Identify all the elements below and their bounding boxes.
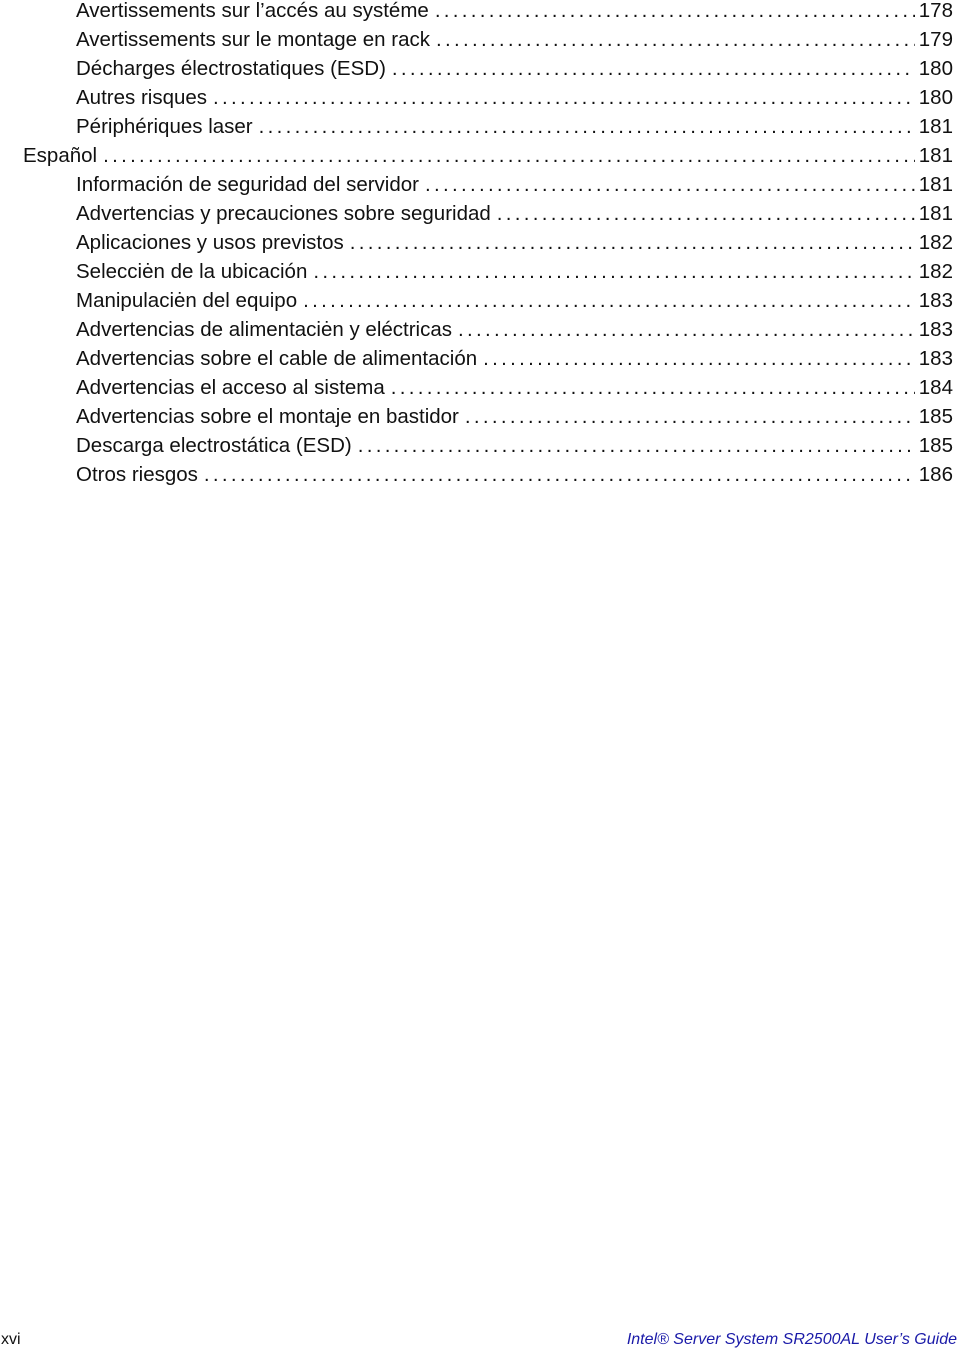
toc-entry-title: Autres risques — [76, 86, 208, 109]
dot-leader — [204, 460, 915, 489]
toc-section-entry[interactable] — [23, 141, 953, 170]
page-footer — [0, 1327, 959, 1353]
toc-entry-page: 184 — [918, 376, 953, 399]
toc-entry-title: Manipulaciėn del equipo — [76, 289, 298, 312]
footer-document-title: Intel® Server System SR2500AL User’s Guide — [626, 1331, 957, 1348]
dot-leader — [458, 315, 915, 344]
toc-entry-page: 178 — [918, 0, 953, 22]
toc-entry-title: Selecciėn de la ubicación — [76, 260, 308, 283]
toc-entry[interactable] — [76, 170, 953, 199]
toc-entry[interactable] — [76, 54, 953, 83]
toc-entry-page: 179 — [918, 28, 953, 51]
toc-entry[interactable] — [76, 373, 953, 402]
dot-leader — [303, 286, 915, 315]
toc-entry-title: Otros riesgos — [76, 463, 198, 486]
toc-entry-page: 181 — [918, 202, 953, 225]
dot-leader — [350, 228, 915, 257]
toc-entry-title: Descarga electrostática (ESD) — [76, 434, 352, 457]
toc-entry[interactable] — [76, 257, 953, 286]
toc-entry-page: 183 — [918, 318, 953, 341]
toc-entry-title: Advertencias y precauciones sobre seguridad — [76, 202, 491, 225]
dot-leader — [213, 83, 915, 112]
dot-leader — [425, 170, 915, 199]
toc-entry-page: 185 — [918, 405, 953, 428]
toc-entry[interactable] — [76, 460, 953, 489]
toc-entry[interactable] — [76, 286, 953, 315]
toc-entry-page: 181 — [918, 144, 953, 167]
toc-entry-page: 180 — [918, 57, 953, 80]
toc-entry-page: 182 — [918, 231, 953, 254]
toc-entry-page: 180 — [918, 86, 953, 109]
toc-entry-page: 182 — [918, 260, 953, 283]
toc-entry-page: 183 — [918, 289, 953, 312]
toc-entry-title: Aplicaciones y usos previstos — [76, 231, 344, 254]
toc-entry[interactable] — [76, 0, 953, 25]
dot-leader — [483, 344, 915, 373]
footer-page-number: xvi — [1, 1331, 21, 1348]
toc-entry[interactable] — [76, 25, 953, 54]
toc-entry[interactable] — [76, 315, 953, 344]
dot-leader — [259, 112, 915, 141]
toc-entry-title: Advertencias el acceso al sistema — [76, 376, 385, 399]
dot-leader — [392, 54, 915, 83]
toc-entry-title: Advertencias de alimentaciėn y eléctricas — [76, 318, 453, 341]
toc-entry-title: Avertissements sur le montage en rack — [76, 28, 430, 51]
dot-leader — [465, 402, 915, 431]
toc-entry[interactable] — [76, 431, 953, 460]
toc-entry-title: Décharges électrostatiques (ESD) — [76, 57, 386, 80]
toc-entry-page: 186 — [918, 463, 953, 486]
toc-entry-title: Español — [23, 144, 98, 167]
toc-entry-page: 181 — [918, 115, 953, 138]
toc-entry[interactable] — [76, 199, 953, 228]
toc-entry[interactable] — [76, 83, 953, 112]
toc-entry[interactable] — [76, 344, 953, 373]
toc-entry-title: Avertissements sur l’accés au systéme — [76, 0, 429, 22]
toc-entry-title: Advertencias sobre el cable de alimentación — [76, 347, 478, 370]
toc-entry[interactable] — [76, 228, 953, 257]
toc-entry-page: 181 — [918, 173, 953, 196]
toc-entry-title: Advertencias sobre el montaje en bastidor — [76, 405, 459, 428]
dot-leader — [103, 141, 915, 170]
toc-entry[interactable] — [76, 402, 953, 431]
dot-leader — [497, 199, 915, 228]
toc-entry-title: Périphériques laser — [76, 115, 253, 138]
dot-leader — [391, 373, 915, 402]
dot-leader — [313, 257, 914, 286]
toc-entry-title: Información de seguridad del servidor — [76, 173, 419, 196]
toc-entry-page: 185 — [918, 434, 953, 457]
dot-leader — [435, 0, 915, 25]
dot-leader — [358, 431, 915, 460]
toc-entry-page: 183 — [918, 347, 953, 370]
toc-entry[interactable] — [76, 112, 953, 141]
dot-leader — [436, 25, 915, 54]
